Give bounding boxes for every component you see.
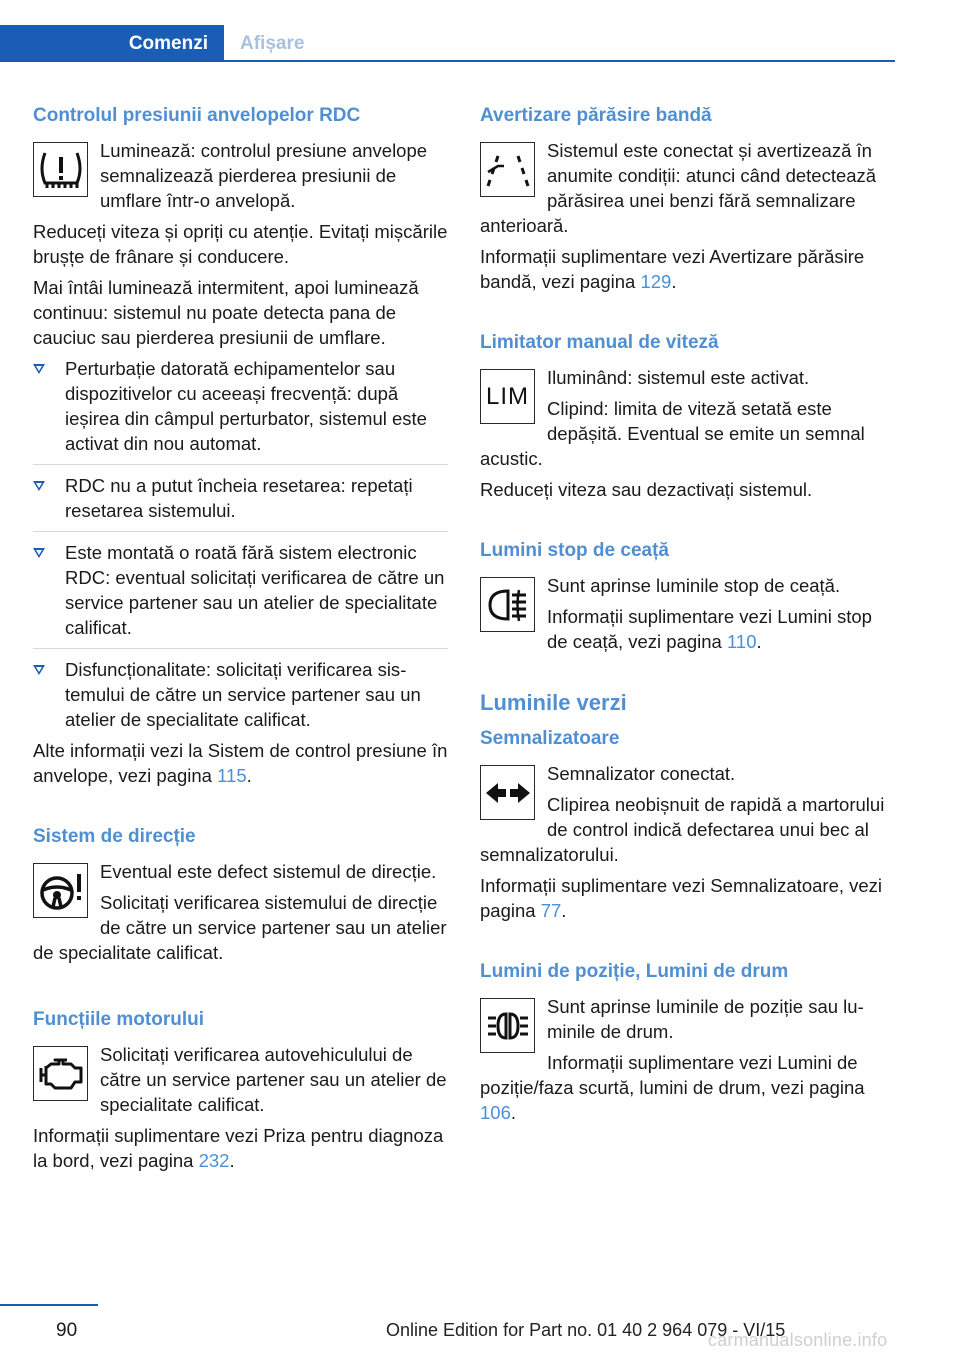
page-link-106[interactable]: 106 (480, 1102, 511, 1123)
position-p2: Informații suplimentare vezi Lumini de poziție/faza scurtă, lumini de drum, vezi pagina 106. (480, 1052, 865, 1123)
watermark: carmanualsonline.info (708, 1330, 888, 1350)
tab-afisare[interactable]: Afișare (240, 33, 305, 54)
section-green-lights (480, 688, 895, 923)
section-steering (33, 824, 448, 971)
triangle-bullet-icon (33, 665, 45, 675)
steering-p2: Solicitați verificarea sistemului de direcție de către un service partener sau un atelier de specialitate calificat. (33, 892, 447, 963)
rear-fog-light-icon (480, 577, 535, 632)
list-item: Este montată o roată fără sistem electronic RDC: eventual solicitați verificarea de către un service partener sau un atelier de specialitate calificat. (33, 540, 448, 649)
tab-comenzi[interactable]: Comenzi (0, 25, 224, 62)
lane-heading: Avertizare părăsire bandă (480, 105, 712, 126)
list-item: RDC nu a putut încheia resetarea: repetați resetarea sistemului. (33, 473, 448, 532)
rdc-p4: Alte informații vezi la Sistem de control presiune în anvelope, vezi pagina 115. (33, 740, 448, 786)
triangle-bullet-icon (33, 548, 45, 558)
turn-p2: Clipirea neobișnuit de rapidă a martorului de control indică defectarea unui bec al semnalizatorului. (480, 794, 885, 865)
section-limiter (480, 330, 895, 502)
left-column (33, 103, 448, 1179)
page-link-115[interactable]: 115 (217, 765, 247, 786)
engine-p1: Solicitați verificarea autovehiculului de către un service partener sau un atelier de specialitate calificat. (100, 1044, 447, 1115)
engine-heading: Funcțiile motorului (33, 1009, 204, 1030)
speed-limiter-icon: LIM (480, 369, 535, 424)
section-engine (33, 1007, 448, 1173)
rdc-p3: Mai întâi luminează intermitent, apoi luminează continuu: sistemul nu poate detecta pana de cauciuc sau pierderea presiunii de umflare. (33, 277, 419, 348)
limiter-p3: Reduceți viteza sau dezactivați sistemul. (480, 479, 813, 500)
header-rule (0, 60, 895, 62)
rdc-bullet-list (33, 356, 448, 732)
limiter-p1: Iluminând: sistemul este activat. (547, 367, 810, 388)
page-link-110[interactable]: 110 (727, 631, 757, 652)
page-number: 90 (56, 1320, 78, 1341)
triangle-bullet-icon (33, 364, 45, 374)
rdc-p2: Reduceți viteza și opriți cu atenție. Evitați mișcările brușțe de frânare și conducere. (33, 221, 448, 267)
lane-departure-icon (480, 142, 535, 197)
page-link-129[interactable]: 129 (640, 271, 672, 292)
limiter-p2: Clipind: limita de viteză setată este depășită. Eventual se emite un semnal acustic. (480, 398, 865, 469)
steering-heading: Sistem de direcție (33, 826, 196, 847)
list-item: Disfuncționalitate: solicitați verificarea sistemului de către un service partener sau un atelier de specialitate calificat. (33, 657, 448, 732)
section-fog (480, 538, 895, 660)
fog-p2: Informații suplimentare vezi Lumini stop de ceață, vezi pagina 110. (547, 606, 872, 652)
triangle-bullet-icon (33, 481, 45, 491)
steering-warning-icon (33, 863, 88, 918)
header-tabs (0, 25, 895, 62)
tire-pressure-warning-icon (33, 142, 88, 197)
fog-p1: Sunt aprinse luminile stop de ceață. (547, 575, 841, 596)
rdc-p1: Luminează: controlul presiune anvelope semnalizează pierderea presiunii de umflare într-o anvelopă. (100, 140, 428, 211)
list-item: Perturbație datorată echipamentelor sau dispozitivelor cu aceeași frecvență: după ieșirea din câmpul perturbator, sistemul este activat din nou automat. (33, 356, 448, 465)
page-link-232[interactable]: 232 (198, 1150, 230, 1171)
right-column (480, 103, 895, 1131)
footer-rule (0, 1304, 98, 1306)
turn-signal-icon (480, 765, 535, 820)
position-lights-heading: Lumini de poziție, Lumini de drum (480, 961, 789, 982)
edition-text: Online Edition for Part no. 01 40 2 964 079 - VI/15 (386, 1320, 786, 1340)
turn-p3: Informații suplimentare vezi Semnalizatoare, vezi pagina 77. (480, 875, 883, 921)
rdc-heading: Controlul presiunii anvelopelor RDC (33, 105, 361, 126)
section-rdc (33, 103, 448, 788)
lane-p1: Sistemul este conectat și avertizează în anumite condiții: atunci când detectează părăsirea unei benzi fără semnalizare anterioară. (480, 140, 877, 236)
limiter-heading: Limitator manual de viteză (480, 332, 719, 353)
section-lane (480, 103, 895, 294)
position-p1: Sunt aprinse luminile de poziție sau luminile de drum. (547, 996, 864, 1042)
engine-check-icon (33, 1046, 88, 1101)
section-position-lights (480, 959, 895, 1131)
turn-signal-heading: Semnalizatoare (480, 728, 620, 749)
turn-p1: Semnalizator conectat. (547, 763, 736, 784)
fog-heading: Lumini stop de ceață (480, 540, 669, 561)
lane-p2: Informații suplimentare vezi Avertizare părăsire bandă, vezi pagina 129. (480, 246, 865, 292)
engine-p2: Informații suplimentare vezi Priza pentru diagnoza la bord, vezi pagina 232. (33, 1125, 444, 1171)
parking-lights-icon (480, 998, 535, 1053)
steering-p1: Eventual este defect sistemul de direcție. (100, 861, 437, 882)
green-lights-heading: Luminile verzi (480, 690, 627, 715)
page-link-77[interactable]: 77 (540, 900, 562, 921)
